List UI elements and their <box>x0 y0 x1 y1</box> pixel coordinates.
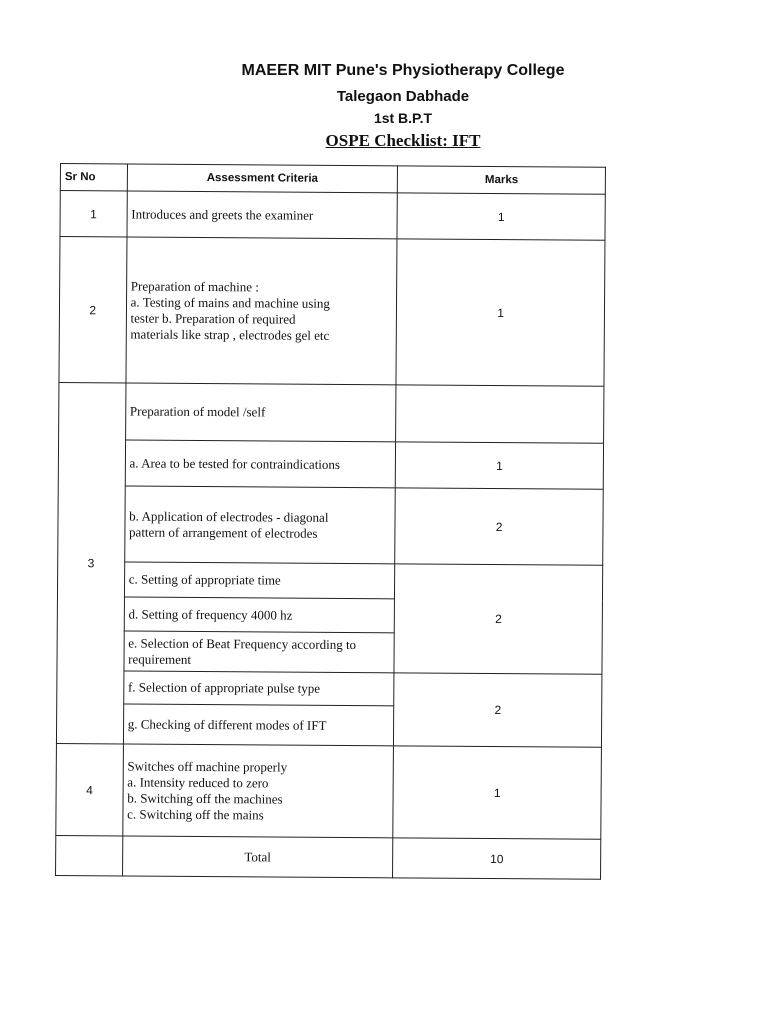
criteria-line: Preparation of machine : <box>130 277 260 294</box>
criteria-line: b. Application of electrodes - diagonal <box>129 507 329 525</box>
table-row <box>59 382 604 443</box>
table-row <box>60 191 605 241</box>
marks-cell: 1 <box>393 746 601 839</box>
checklist-title: OSPE Checklist: IFT <box>325 131 481 150</box>
criteria-line: requirement <box>128 650 192 667</box>
course-year: 1st B.P.T <box>373 110 433 126</box>
criteria-cell: Preparation of model /self <box>125 383 396 442</box>
sr-no-cell: 1 <box>60 191 127 237</box>
table-row <box>58 485 604 565</box>
criteria-line: materials like strap , electrodes gel etc <box>130 325 330 343</box>
sr-no-cell: 3 <box>56 382 125 743</box>
criteria-line: e. Selection of Beat Frequency according to <box>128 634 357 652</box>
criteria-line: a. Testing of mains and machine using <box>130 293 330 311</box>
criteria-line: tester b. Preparation of required <box>130 309 296 327</box>
table-row <box>58 439 603 489</box>
table-header-row <box>60 164 605 195</box>
criteria-line: b. Switching off the machines <box>127 789 283 807</box>
total-marks: 10 <box>393 838 601 879</box>
sr-no-cell: 4 <box>56 743 123 835</box>
criteria-line: c. Switching off the mains <box>127 805 264 822</box>
criteria-cell <box>126 237 398 385</box>
marks-cell: 2 <box>394 673 602 747</box>
col-marks: Marks <box>398 166 606 194</box>
table-row <box>59 237 605 387</box>
criteria-cell <box>124 486 395 564</box>
table-row <box>56 743 602 839</box>
college-location: Talegaon Dabhade <box>336 88 470 105</box>
college-name: MAEER MIT Pune's Physiotherapy College <box>241 62 565 79</box>
table-row <box>57 670 602 707</box>
marks-cell-empty <box>396 385 604 443</box>
criteria-cell <box>124 631 395 673</box>
criteria-cell: f. Selection of appropriate pulse type <box>123 671 394 706</box>
col-sr-no: Sr No <box>60 164 127 191</box>
marks-cell: 1 <box>396 442 604 489</box>
marks-cell: 2 <box>395 488 603 565</box>
col-assessment-criteria: Assessment Criteria <box>127 164 398 193</box>
criteria-line: a. Intensity reduced to zero <box>127 773 269 790</box>
criteria-cell <box>122 744 393 838</box>
criteria-line: Switches off machine properly <box>127 757 288 775</box>
criteria-cell: a. Area to be tested for contraindications <box>125 440 396 488</box>
criteria-cell: Introduces and greets the examiner <box>127 191 398 239</box>
sr-no-cell-empty <box>56 835 123 875</box>
criteria-line: pattern of arrangement of electrodes <box>129 523 318 541</box>
criteria-cell: g. Checking of different modes of IFT <box>123 704 394 746</box>
marks-cell: 1 <box>397 193 605 240</box>
table-row <box>57 561 602 600</box>
ospe-checklist-table <box>55 163 606 880</box>
sr-no-cell: 2 <box>59 237 127 383</box>
total-row <box>56 835 601 879</box>
marks-cell: 2 <box>394 564 602 674</box>
criteria-cell: d. Setting of frequency 4000 hz <box>124 597 395 633</box>
marks-cell: 1 <box>396 239 605 386</box>
criteria-cell: c. Setting of appropriate time <box>124 562 395 599</box>
total-label: Total <box>122 836 393 878</box>
